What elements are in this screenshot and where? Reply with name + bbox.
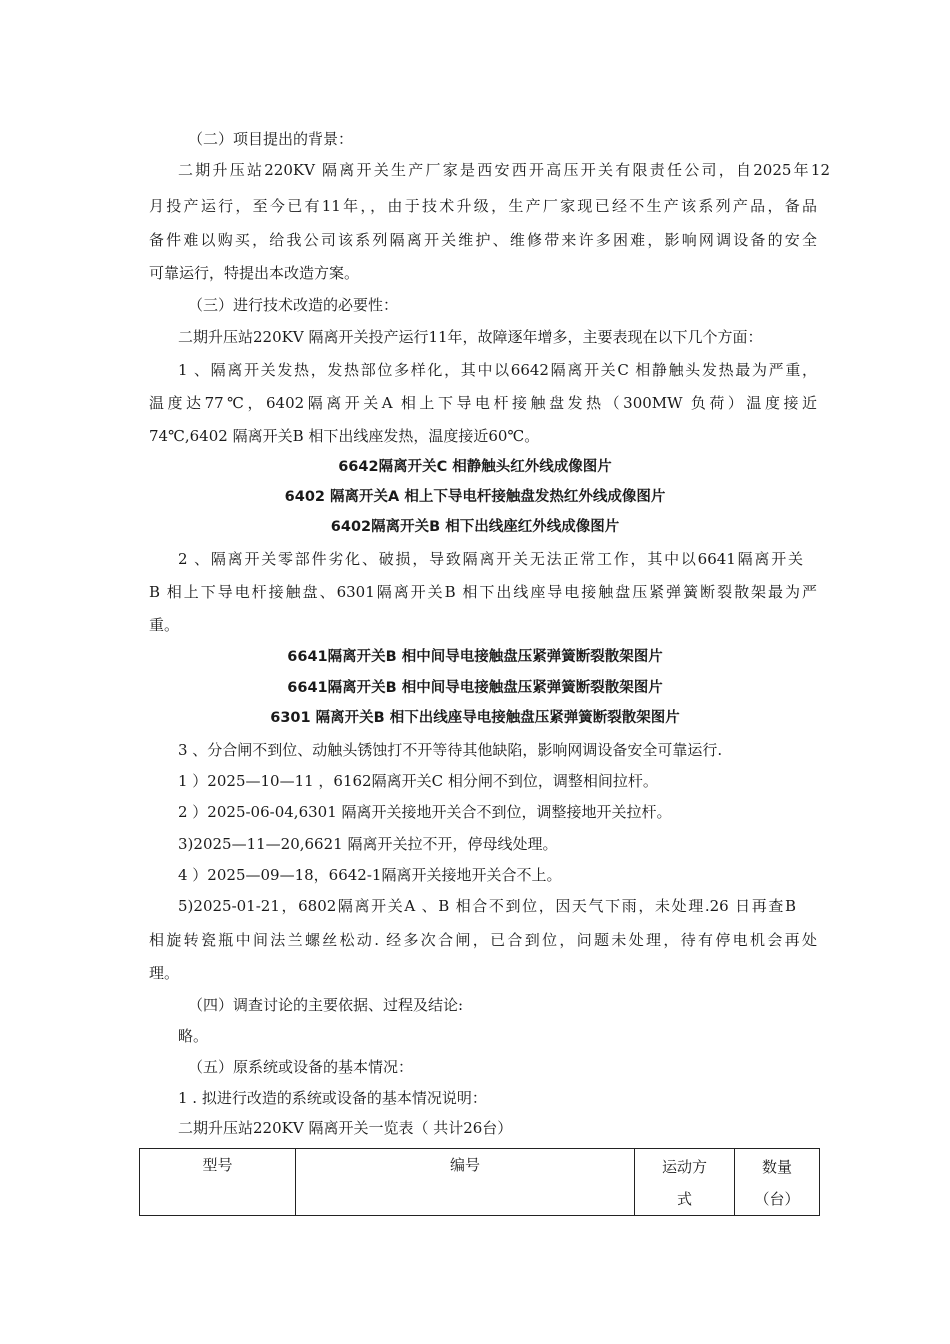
investigation-text: 略。 [178,1027,209,1045]
item-2-line: B 相上下导电杆接触盘、6301隔离开关B 相下出线座导电接触盘压紧弹簧断裂散架最为严 [149,583,817,601]
defect-list-item: 3)2025—11—20,6621 隔离开关拉不开，停母线处理。 [178,835,558,853]
section-heading-necessity: （三）进行技术改造的必要性： [188,296,399,314]
figure-caption: 6301 隔离开关B 相下出线座导电接触盘压紧弹簧断裂散架图片 [270,710,680,726]
background-text-line: 可靠运行，特提出本改造方案。 [149,264,360,282]
section-heading-background: （二）项目提出的背景： [188,130,354,148]
original-system-subheading: 1 . 拟进行改造的系统或设备的基本情况说明： [178,1089,487,1107]
header-label: 数量 （台） [754,1158,800,1208]
header-cell-quantity [735,1149,820,1216]
header-cell-model [140,1149,296,1216]
figure-caption: 6402隔离开关B 相下出线座红外线成像图片 [330,519,620,535]
section-heading-original-system: （五）原系统或设备的基本情况： [188,1058,414,1076]
item-2-line: 2 、隔离开关零部件劣化、破损，导致隔离开关无法正常工作，其中以6641隔离开关 [178,550,803,568]
figure-caption: 6641隔离开关B 相中间导电接触盘压紧弹簧断裂散架图片 [287,680,663,696]
defect-list-item: 4 ）2025—09—18，6642-1隔离开关接地开关合不上。 [178,866,562,884]
defect-list-item: 理。 [149,964,180,982]
defect-list-item: 5)2025-01-21，6802隔离开关A 、B 相合不到位，因天气下雨，未处理.26 日再查B [178,897,796,915]
background-text-line: 备件难以购买，给我公司该系列隔离开关维护、维修带来许多困难，影响网调设备的安全 [149,231,817,249]
item-1-line: 1 、隔离开关发热，发热部位多样化，其中以6642隔离开关C 相静触头发热最为严重， [178,361,817,379]
header-label: 编号 [449,1156,480,1174]
figure-caption: 6402 隔离开关A 相上下导电杆接触盘发热红外线成像图片 [284,489,666,505]
switch-list-table [139,1148,820,1216]
item-3-line: 3 、分合闸不到位、动触头锈蚀打不开等待其他缺陷，影响网调设备安全可靠运行. [178,741,723,759]
table-title: 二期升压站220KV 隔离开关一览表（ 共计26台） [178,1119,513,1137]
background-text-line: 月投产运行，至今已有11年，，由于技术升级，生产厂家现已经不生产该系列产品，备品 [149,197,817,215]
table-header-row [140,1149,820,1216]
background-text-line: 二期升压站220KV 隔离开关生产厂家是西安西开高压开关有限责任公司，自2025年12 [178,161,830,179]
figure-caption: 6641隔离开关B 相中间导电接触盘压紧弹簧断裂散架图片 [287,649,663,665]
header-cell-number [296,1149,635,1216]
header-cell-operation [635,1149,735,1216]
necessity-intro: 二期升压站220KV 隔离开关投产运行11年，故障逐年增多，主要表现在以下几个方面： [178,328,763,346]
item-1-line: 74℃,6402 隔离开关B 相下出线座发热，温度接近60℃。 [149,427,540,445]
header-label: 型号 [202,1156,233,1174]
section-heading-investigation: （四）调查讨论的主要依据、过程及结论: [188,996,464,1014]
item-2-line: 重。 [149,616,180,634]
header-label: 运动方 式 [661,1158,707,1208]
defect-list-item: 1 ）2025—10—11 ，6162隔离开关C 相分闸不到位，调整相间拉杆。 [178,772,658,790]
defect-list-item: 相旋转瓷瓶中间法兰螺丝松动. 经多次合闸，已合到位，问题未处理，待有停电机会再处 [149,931,817,949]
item-1-line: 温度达77℃，6402隔离开关A 相上下导电杆接触盘发热（300MW 负荷）温度接近 [149,394,817,412]
figure-caption: 6642隔离开关C 相静触头红外线成像图片 [338,459,612,475]
defect-list-item: 2 ）2025-06-04,6301 隔离开关接地开关合不到位，调整接地开关拉杆。 [178,803,672,821]
